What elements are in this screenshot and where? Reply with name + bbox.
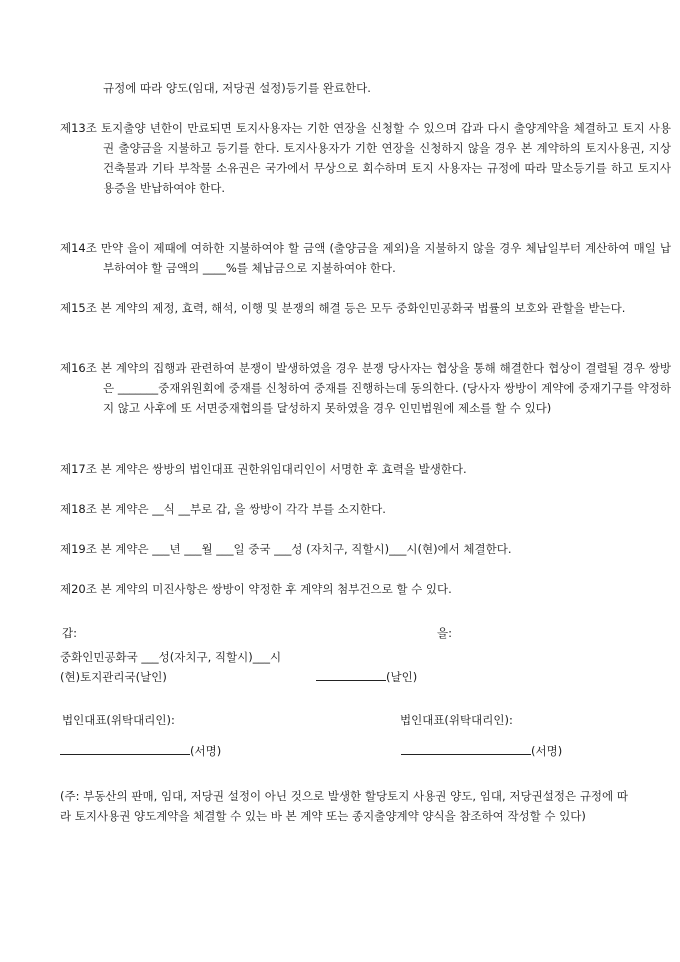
article-15: 제15조 본 계약의 제정, 효력, 해석, 이행 및 분쟁의 해결 등은 모두 중화인민공화국 법률의 보호와 관할을 받는다. — [60, 301, 626, 315]
article-18: 제18조 본 계약은 __식 __부로 갑, 을 쌍방이 각각 부를 소지한다. — [60, 502, 386, 516]
signature-text-b: (서명) — [531, 744, 563, 758]
party-b-seal-line — [316, 668, 386, 681]
signature-text-a: (서명) — [190, 744, 222, 758]
party-a-label: 갑: — [62, 626, 77, 640]
party-b-seal-field — [316, 667, 417, 687]
intro-line: 규정에 따라 양도(임대, 저당권 설정)등기를 완료한다. — [103, 81, 371, 95]
article-19: 제19조 본 계약은 ___년 ___월 ___일 중국 ___성 (자치구, 직할시)___시(현)에서 체결한다. — [60, 542, 512, 556]
party-a-org-line2: (현)토지관리국(날인) — [60, 670, 167, 684]
signature-line-a — [60, 742, 190, 755]
article-14: 제14조 만약 을이 제때에 여하한 지불하여야 할 금액 (출양금을 제외)을 지불하지 않을 경우 체납일부터 계산하여 매일 납부하여야 할 금액의 ____%를 체납금으로 지불하여야 한다. — [60, 241, 671, 275]
rep-label-b: 법인대표(위탁대리인): — [400, 713, 513, 727]
signature-line-b — [401, 742, 531, 755]
party-b-label: 을: — [437, 626, 452, 640]
party-b-seal-text: (날인) — [386, 670, 418, 684]
article-20: 제20조 본 계약의 미진사항은 쌍방이 약정한 후 계약의 첨부건으로 할 수 있다. — [60, 582, 452, 596]
rep-label-a: 법인대표(위탁대리인): — [62, 713, 175, 727]
signature-field-b — [401, 741, 562, 761]
footnote: (주: 부동산의 판매, 임대, 저당권 설정이 아닌 것으로 발생한 할당토지 사용권 양도, 임대, 저당권설정은 규정에 따라 토지사용권 양도계약을 체결할 수 있는 바 본 계약 또는 종지출양계약 양식을 참조하여 작성할 수 있다) — [60, 789, 628, 823]
article-16: 제16조 본 계약의 집행과 관련하여 분쟁이 발생하였을 경우 분쟁 당사자는 협상을 통해 해결한다 협상이 결렬될 경우 쌍방은 _______중재위원회에 중재를 신청하여 중재를 진행하는데 동의한다. (당사자 쌍방이 계약에 중재기구를 약정하지 않고 사후에 또 서면중재협의를 달성하지 못하였을 경우 인민법원에 제소를 할 수 있다) — [60, 361, 671, 415]
party-a-org-line1: 중화인민공화국 ___성(자치구, 직할시)___시 — [60, 650, 282, 664]
signature-field-a — [60, 741, 221, 761]
article-13: 제13조 토지출양 년한이 만료되면 토지사용자는 기한 연장을 신청할 수 있으며 갑과 다시 출양계약을 체결하고 토지 사용권 출양금을 지불하고 등기를 한다. 토지사용자가 기한 연장을 신청하지 않을 경우 본 계약하의 토지사용권, 지상건축물과 기타 부착물 소유권은 국가에서 무상으로 회수하며 토지 사용자는 규정에 따라 말소등기를 하고 토지사용증을 반납하여야 한다. — [60, 121, 671, 195]
article-17: 제17조 본 계약은 쌍방의 법인대표 권한위임대리인이 서명한 후 효력을 발생한다. — [60, 462, 467, 476]
